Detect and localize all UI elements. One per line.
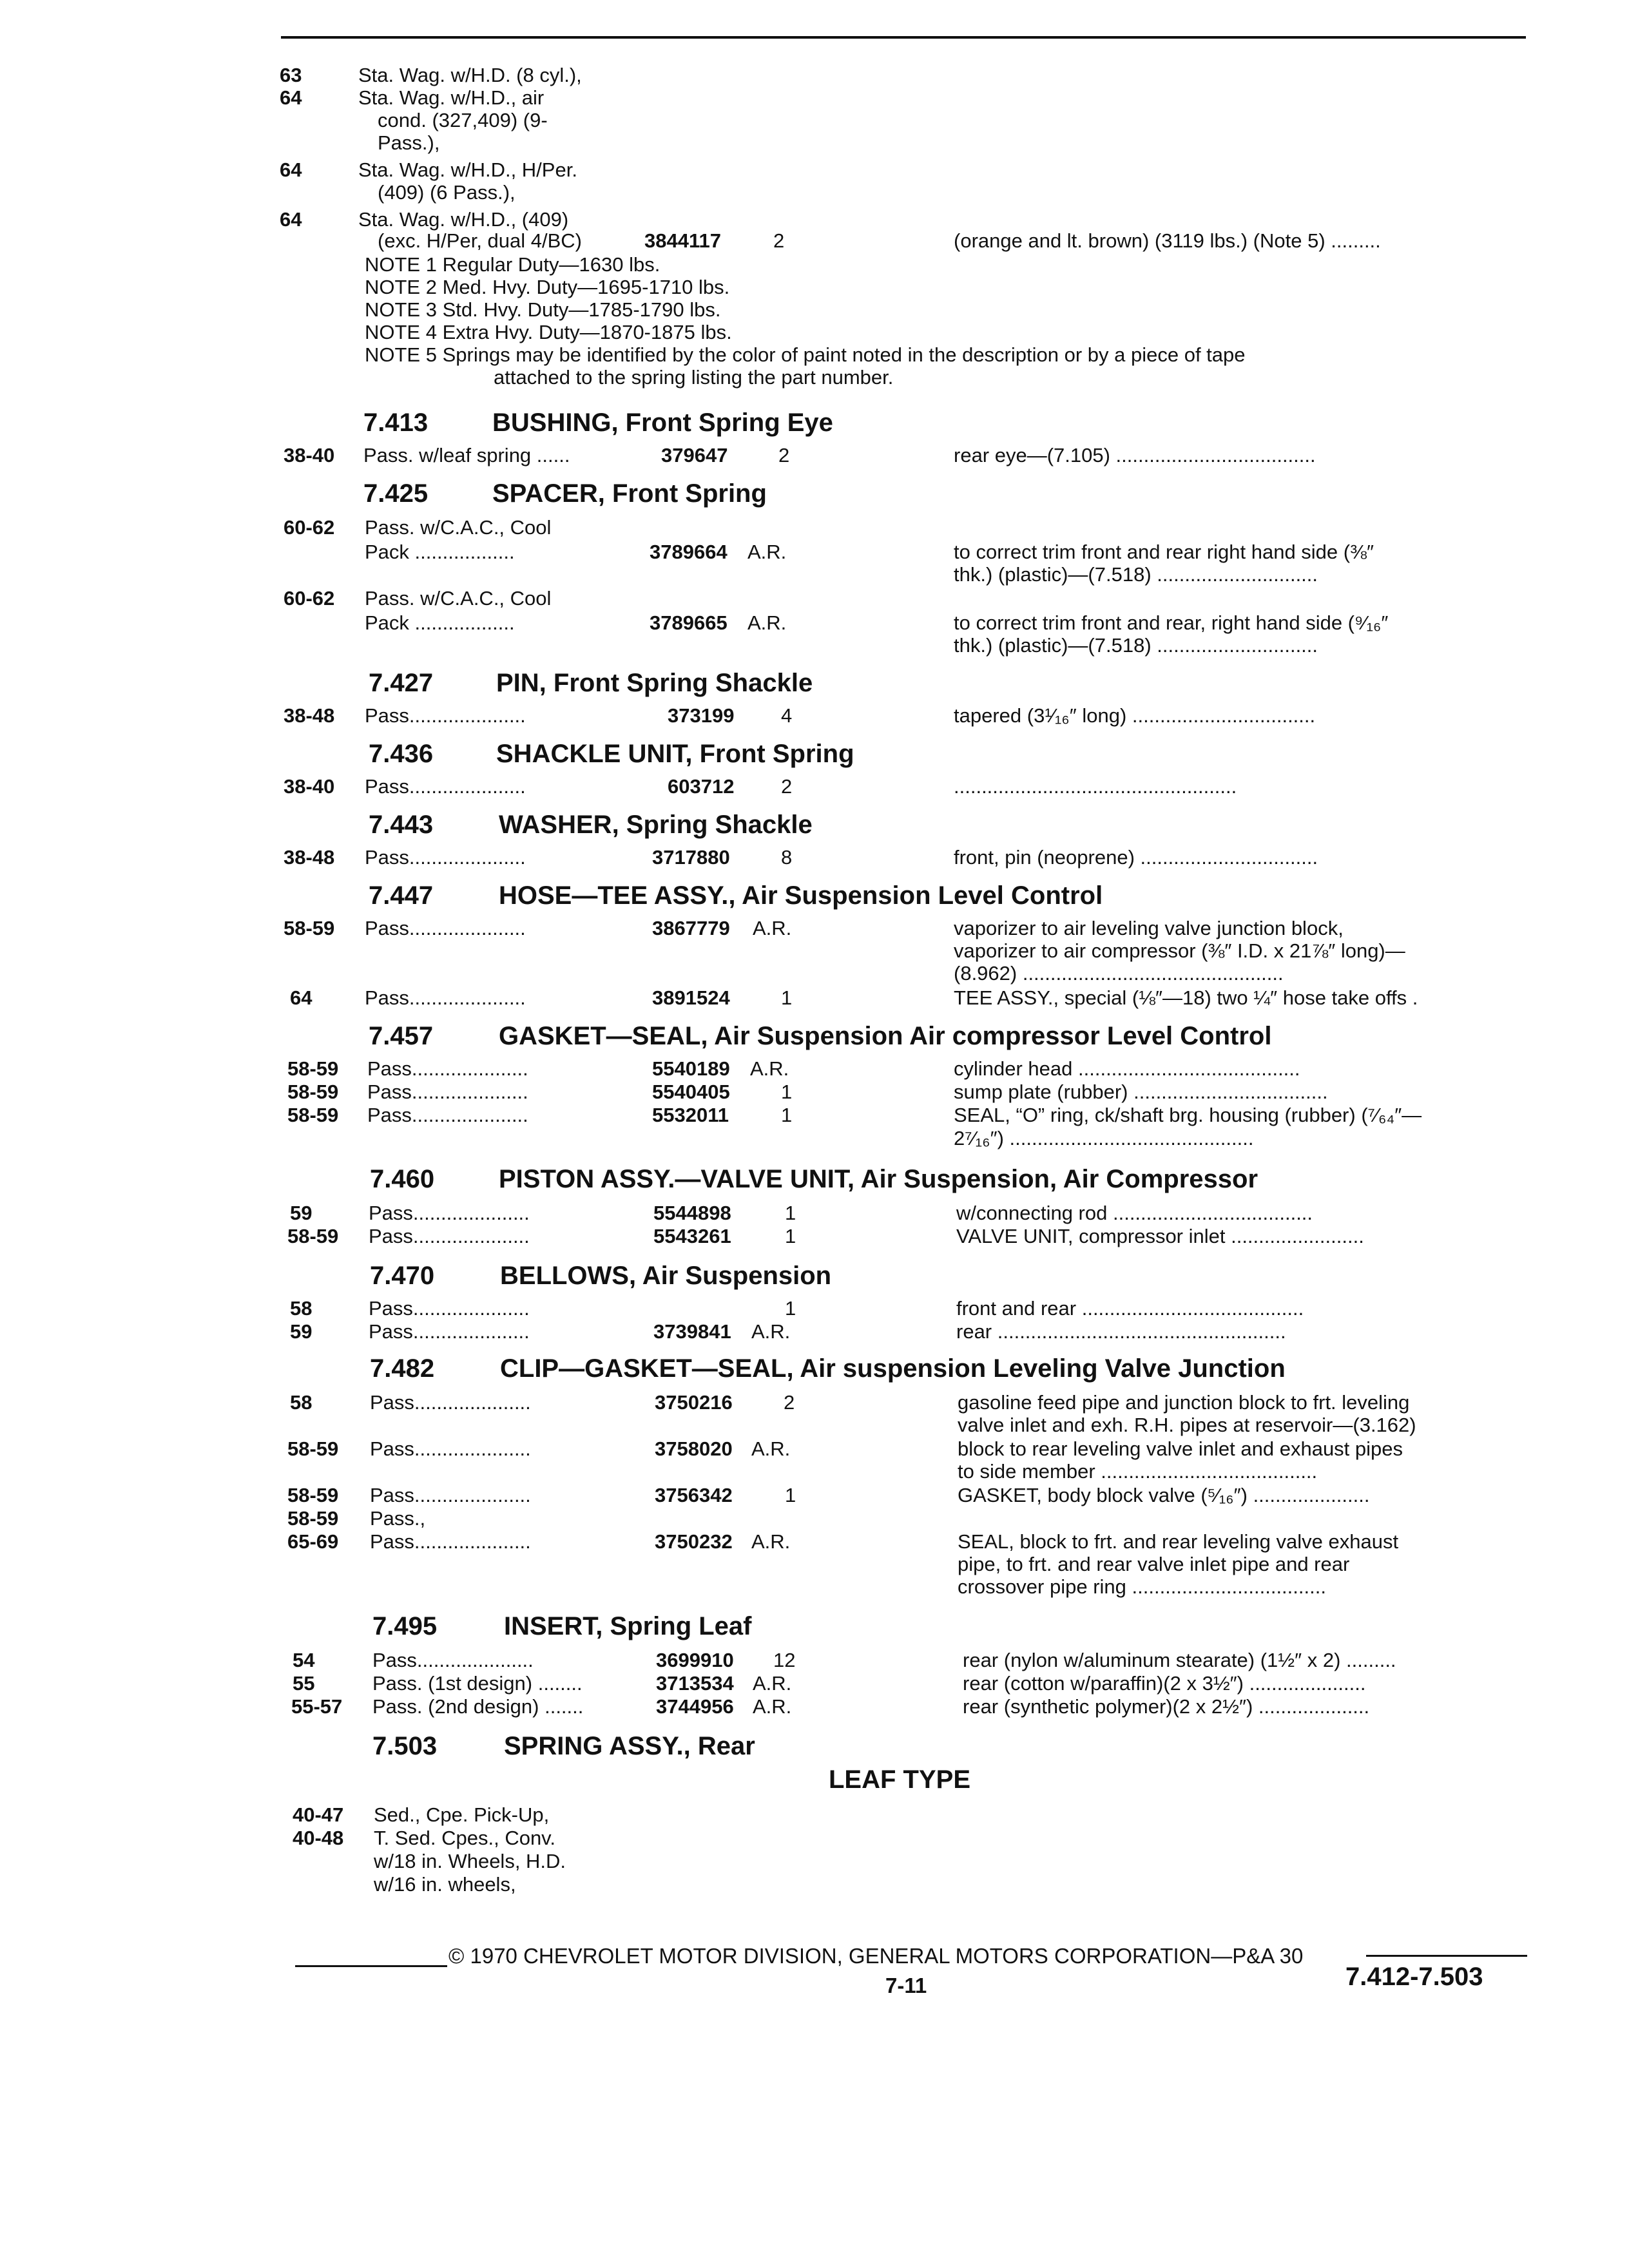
remark: rear (cotton w/paraffin)(2 x 3½″) .....................	[963, 1672, 1366, 1695]
description: (exc. H/Per, dual 4/BC)	[378, 229, 583, 252]
part-number: 3789665	[650, 611, 728, 634]
part-number: 3758020	[655, 1437, 733, 1460]
part-number: 3750216	[655, 1391, 733, 1414]
quantity: 2	[784, 1391, 795, 1414]
section-number: 7.470	[370, 1262, 435, 1290]
quantity: A.R.	[747, 541, 787, 563]
quantity: A.R.	[753, 917, 792, 939]
section-number: 7.443	[369, 811, 434, 839]
note-line	[0, 320, 1629, 345]
remark: vaporizer to air compressor (⅜″ I.D. x 21⅞″ long)—	[954, 939, 1405, 962]
note-line	[0, 253, 1629, 277]
entry-row	[0, 1826, 1629, 1850]
part-row	[0, 704, 1629, 728]
section-title: SPACER, Front Spring	[492, 479, 767, 508]
year: 58	[290, 1391, 313, 1414]
description: T. Sed. Cpes., Conv.	[374, 1827, 555, 1849]
footer-rule-right	[1366, 1955, 1527, 1957]
entry-row-continued	[0, 1872, 1629, 1897]
remark: (8.962) ...............................................	[954, 962, 1284, 985]
year: 58	[290, 1297, 313, 1320]
section-title: CLIP—GASKET—SEAL, Air suspension Leveling Valve Junction	[500, 1354, 1286, 1383]
remark: SEAL, “O” ring, ck/shaft brg. housing (rubber) (⁷⁄₆₄″—	[954, 1104, 1422, 1126]
part-row	[0, 1224, 1629, 1249]
remark-continued	[0, 1413, 1629, 1437]
description: Pass.....................	[372, 1649, 534, 1671]
quantity: 12	[773, 1649, 796, 1671]
year: 64	[280, 86, 302, 109]
remark: (orange and lt. brown) (3119 lbs.) (Note 5) .........	[954, 229, 1381, 252]
part-row	[0, 1320, 1629, 1344]
description: Pass.....................	[370, 1484, 531, 1506]
part-number: 3750232	[655, 1530, 733, 1553]
entry-row-continued	[0, 229, 1629, 253]
remark-continued	[0, 1459, 1629, 1484]
page-number: 7-11	[885, 1974, 927, 1997]
description: Pass.....................	[369, 1225, 530, 1247]
footer-rule-left	[295, 1965, 447, 1967]
year: 55	[293, 1672, 315, 1695]
year: 60-62	[284, 587, 335, 610]
year: 40-48	[293, 1827, 344, 1849]
part-row	[0, 1695, 1629, 1719]
entry-row-continued	[0, 1849, 1629, 1874]
copyright-line: © 1970 CHEVROLET MOTOR DIVISION, GENERAL MOTORS CORPORATION—P&A 30	[448, 1944, 1304, 1968]
remark: to correct trim front and rear right hand side (⅜″	[954, 541, 1374, 563]
quantity: 1	[785, 1297, 796, 1320]
part-number: 5540189	[652, 1057, 730, 1080]
part-row	[0, 1506, 1629, 1531]
entry-row-continued	[0, 108, 1629, 133]
part-number: 5544898	[653, 1202, 731, 1224]
part-row	[0, 916, 1629, 941]
remark: sump plate (rubber) ...................................	[954, 1081, 1328, 1103]
remark: thk.) (plastic)—(7.518) .............................	[954, 563, 1318, 586]
section-number: 7.482	[370, 1354, 435, 1383]
description: Pass. (1st design) ........	[372, 1672, 583, 1695]
year: 54	[293, 1649, 315, 1671]
remark: cylinder head ........................................	[954, 1057, 1300, 1080]
part-row	[0, 1483, 1629, 1508]
remark: ...................................................	[954, 775, 1237, 798]
description: w/18 in. Wheels, H.D.	[374, 1850, 566, 1872]
remark-continued	[0, 939, 1629, 963]
remark: tapered (3¹⁄₁₆″ long) .................................	[954, 704, 1316, 727]
section-number: 7.447	[369, 881, 434, 910]
section-title: HOSE—TEE ASSY., Air Suspension Level Control	[499, 881, 1103, 910]
part-row	[0, 1296, 1629, 1321]
remark: rear (nylon w/aluminum stearate) (1½″ x 2) .........	[963, 1649, 1396, 1671]
year: 58-59	[287, 1225, 339, 1247]
note-text: attached to the spring listing the part number.	[494, 366, 894, 389]
section-number: 7.457	[369, 1022, 434, 1050]
year: 64	[280, 159, 302, 181]
part-row	[0, 986, 1629, 1010]
description: Pass.....................	[370, 1391, 531, 1414]
description: (409) (6 Pass.),	[378, 181, 516, 204]
description: Pass.....................	[367, 1057, 528, 1080]
remark: VALVE UNIT, compressor inlet ........................	[956, 1225, 1364, 1247]
remark: to side member .......................................	[958, 1460, 1318, 1483]
remark: front, pin (neoprene) ................................	[954, 846, 1318, 869]
section-number: 7.503	[372, 1732, 438, 1760]
part-number: 3844117	[644, 229, 721, 252]
part-number: 3891524	[652, 986, 730, 1009]
description: Pack ..................	[365, 611, 515, 634]
description: Pass. w/C.A.C., Cool	[365, 587, 552, 610]
remark: crossover pipe ring ...................................	[958, 1575, 1326, 1598]
year: 58-59	[287, 1437, 339, 1460]
remark: thk.) (plastic)—(7.518) .............................	[954, 634, 1318, 657]
section-title: INSERT, Spring Leaf	[504, 1612, 752, 1640]
remark-continued	[0, 633, 1629, 658]
quantity: 4	[781, 704, 793, 727]
description: Pass.....................	[370, 1530, 531, 1553]
part-row	[0, 1103, 1629, 1128]
quantity: A.R.	[751, 1437, 791, 1460]
section-title: WASHER, Spring Shackle	[499, 811, 813, 839]
part-row	[0, 1671, 1629, 1696]
section-title: BUSHING, Front Spring Eye	[492, 408, 833, 437]
section-title: PISTON ASSY.—VALVE UNIT, Air Suspension, Air Compressor	[499, 1165, 1258, 1193]
section-number: 7.495	[372, 1612, 438, 1640]
remark: valve inlet and exh. R.H. pipes at reservoir—(3.162)	[958, 1414, 1416, 1436]
part-row	[0, 1057, 1629, 1081]
description: Pass.....................	[369, 1202, 530, 1224]
remark: block to rear leveling valve inlet and exhaust pipes	[958, 1437, 1403, 1460]
quantity: A.R.	[753, 1695, 792, 1718]
year: 60-62	[284, 516, 335, 539]
entry-row-continued	[0, 180, 1629, 205]
quantity: 1	[781, 1104, 793, 1126]
part-number: 5540405	[652, 1081, 730, 1103]
note-text: NOTE 5 Springs may be identified by the color of paint noted in the description or by a piece of tape	[365, 343, 1246, 366]
remark: GASKET, body block valve (⁵⁄₁₆″) .....................	[958, 1484, 1370, 1506]
description: Sta. Wag. w/H.D., H/Per.	[358, 159, 577, 181]
description: Pass.....................	[365, 775, 526, 798]
quantity: A.R.	[753, 1672, 792, 1695]
quantity: 2	[778, 444, 790, 466]
part-number: 3717880	[652, 846, 730, 869]
remark-continued	[0, 1552, 1629, 1577]
part-number: 373199	[668, 704, 735, 727]
year: 40-47	[293, 1803, 344, 1826]
description: Pass. w/leaf spring ......	[363, 444, 570, 466]
note-text: NOTE 2 Med. Hvy. Duty—1695-1710 lbs.	[365, 276, 730, 298]
year: 63	[280, 64, 302, 86]
year: 58-59	[287, 1081, 339, 1103]
remark: vaporizer to air leveling valve junction block,	[954, 917, 1344, 939]
part-number: 5543261	[653, 1225, 731, 1247]
remark: rear (synthetic polymer)(2 x 2½″) ....................	[963, 1695, 1370, 1718]
section-title: PIN, Front Spring Shackle	[496, 669, 813, 697]
year: 58-59	[287, 1057, 339, 1080]
section-number: 7.427	[369, 669, 434, 697]
part-number: 3713534	[656, 1672, 734, 1695]
description: Pass.,	[370, 1507, 426, 1530]
remark: w/connecting rod ....................................	[956, 1202, 1313, 1224]
year: 55-57	[291, 1695, 343, 1718]
entry-row	[0, 63, 1629, 88]
remark-continued	[0, 562, 1629, 587]
note-text: NOTE 3 Std. Hvy. Duty—1785-1790 lbs.	[365, 298, 721, 321]
year: 59	[290, 1320, 313, 1343]
quantity: A.R.	[751, 1320, 791, 1343]
year: 64	[290, 986, 313, 1009]
part-number: 3699910	[656, 1649, 734, 1671]
description: Pass.....................	[365, 986, 526, 1009]
section-number: 7.425	[363, 479, 429, 508]
description: Pass.....................	[367, 1081, 528, 1103]
remark: TEE ASSY., special (⅛″—18) two ¼″ hose take offs .	[954, 986, 1418, 1009]
part-row	[0, 1530, 1629, 1554]
description: Pass.....................	[367, 1104, 528, 1126]
note-line	[0, 275, 1629, 300]
part-row	[0, 1437, 1629, 1461]
part-number: 3739841	[653, 1320, 731, 1343]
year: 58-59	[287, 1507, 339, 1530]
description: Sta. Wag. w/H.D., air	[358, 86, 545, 109]
quantity: 2	[781, 775, 793, 798]
description: Pass.....................	[365, 917, 526, 939]
section-title: SPRING ASSY., Rear	[504, 1732, 755, 1760]
remark: front and rear ........................................	[956, 1297, 1304, 1320]
part-number: 3867779	[652, 917, 730, 939]
part-row	[0, 443, 1629, 468]
section-range: 7.412-7.503	[1345, 1963, 1483, 1991]
quantity: 1	[785, 1225, 796, 1247]
year: 65-69	[287, 1530, 339, 1553]
note-text: NOTE 1 Regular Duty—1630 lbs.	[365, 253, 660, 276]
note-text: NOTE 4 Extra Hvy. Duty—1870-1875 lbs.	[365, 321, 732, 343]
quantity: 1	[781, 1081, 793, 1103]
remark-continued	[0, 1575, 1629, 1599]
part-row	[0, 774, 1629, 799]
remark: to correct trim front and rear, right hand side (⁹⁄₁₆″	[954, 611, 1389, 634]
part-row	[0, 515, 1629, 540]
quantity: A.R.	[751, 1530, 791, 1553]
description: Pass. w/C.A.C., Cool	[365, 516, 552, 539]
remark-continued	[0, 961, 1629, 986]
remark: 2⁷⁄₁₆″) ............................................	[954, 1127, 1254, 1149]
section-number: 7.413	[363, 408, 429, 437]
note-line	[0, 298, 1629, 322]
year: 59	[290, 1202, 313, 1224]
entry-row-continued	[0, 131, 1629, 155]
quantity: A.R.	[750, 1057, 789, 1080]
part-number: 603712	[668, 775, 735, 798]
description: Sta. Wag. w/H.D. (8 cyl.),	[358, 64, 582, 86]
note-line	[0, 365, 1629, 390]
description: Sta. Wag. w/H.D., (409)	[358, 208, 569, 231]
year: 38-48	[284, 846, 335, 869]
leaf-type-heading: LEAF TYPE	[829, 1765, 971, 1794]
quantity: A.R.	[747, 611, 787, 634]
description: w/16 in. wheels,	[374, 1873, 516, 1896]
part-number: 379647	[661, 444, 728, 466]
description: cond. (327,409) (9-	[378, 109, 548, 131]
description: Pack ..................	[365, 541, 515, 563]
part-row	[0, 1390, 1629, 1415]
description: Pass.....................	[369, 1297, 530, 1320]
year: 58-59	[287, 1104, 339, 1126]
remark-continued	[0, 1126, 1629, 1151]
entry-row	[0, 1803, 1629, 1827]
part-row	[0, 1201, 1629, 1225]
year: 64	[280, 208, 302, 231]
section-number: 7.436	[369, 740, 434, 768]
section-title: BELLOWS, Air Suspension	[500, 1262, 832, 1290]
quantity: 8	[781, 846, 793, 869]
section-number: 7.460	[370, 1165, 435, 1193]
description: Pass.),	[378, 131, 440, 154]
part-row	[0, 1080, 1629, 1104]
description: Pass.....................	[365, 704, 526, 727]
description: Pass.....................	[370, 1437, 531, 1460]
quantity: 1	[785, 1484, 796, 1506]
year: 58-59	[287, 1484, 339, 1506]
year: 38-40	[284, 775, 335, 798]
year: 58-59	[284, 917, 335, 939]
part-number: 5532011	[652, 1104, 729, 1126]
section-title: GASKET—SEAL, Air Suspension Air compressor Level Control	[499, 1022, 1272, 1050]
description: Pass.....................	[365, 846, 526, 869]
entry-row	[0, 86, 1629, 110]
part-row	[0, 845, 1629, 870]
part-row-continued	[0, 611, 1629, 635]
remark: pipe, to frt. and rear valve inlet pipe and rear	[958, 1553, 1350, 1575]
quantity: 1	[781, 986, 793, 1009]
description: Sed., Cpe. Pick-Up,	[374, 1803, 550, 1826]
top-rule	[281, 36, 1526, 39]
remark: gasoline feed pipe and junction block to frt. leveling	[958, 1391, 1410, 1414]
part-number: 3756342	[655, 1484, 733, 1506]
quantity: 1	[785, 1202, 796, 1224]
year: 38-48	[284, 704, 335, 727]
part-number: 3789664	[650, 541, 728, 563]
remark: rear ....................................................	[956, 1320, 1286, 1343]
year: 38-40	[284, 444, 335, 466]
description: Pass.....................	[369, 1320, 530, 1343]
description: Pass. (2nd design) .......	[372, 1695, 584, 1718]
part-row	[0, 1648, 1629, 1673]
section-title: SHACKLE UNIT, Front Spring	[496, 740, 854, 768]
note-line	[0, 343, 1629, 367]
part-row	[0, 586, 1629, 611]
quantity: 2	[773, 229, 785, 252]
part-number: 3744956	[656, 1695, 734, 1718]
entry-row	[0, 158, 1629, 182]
remark: SEAL, block to frt. and rear leveling valve exhaust	[958, 1530, 1399, 1553]
remark: rear eye—(7.105) ....................................	[954, 444, 1316, 466]
part-row-continued	[0, 540, 1629, 564]
